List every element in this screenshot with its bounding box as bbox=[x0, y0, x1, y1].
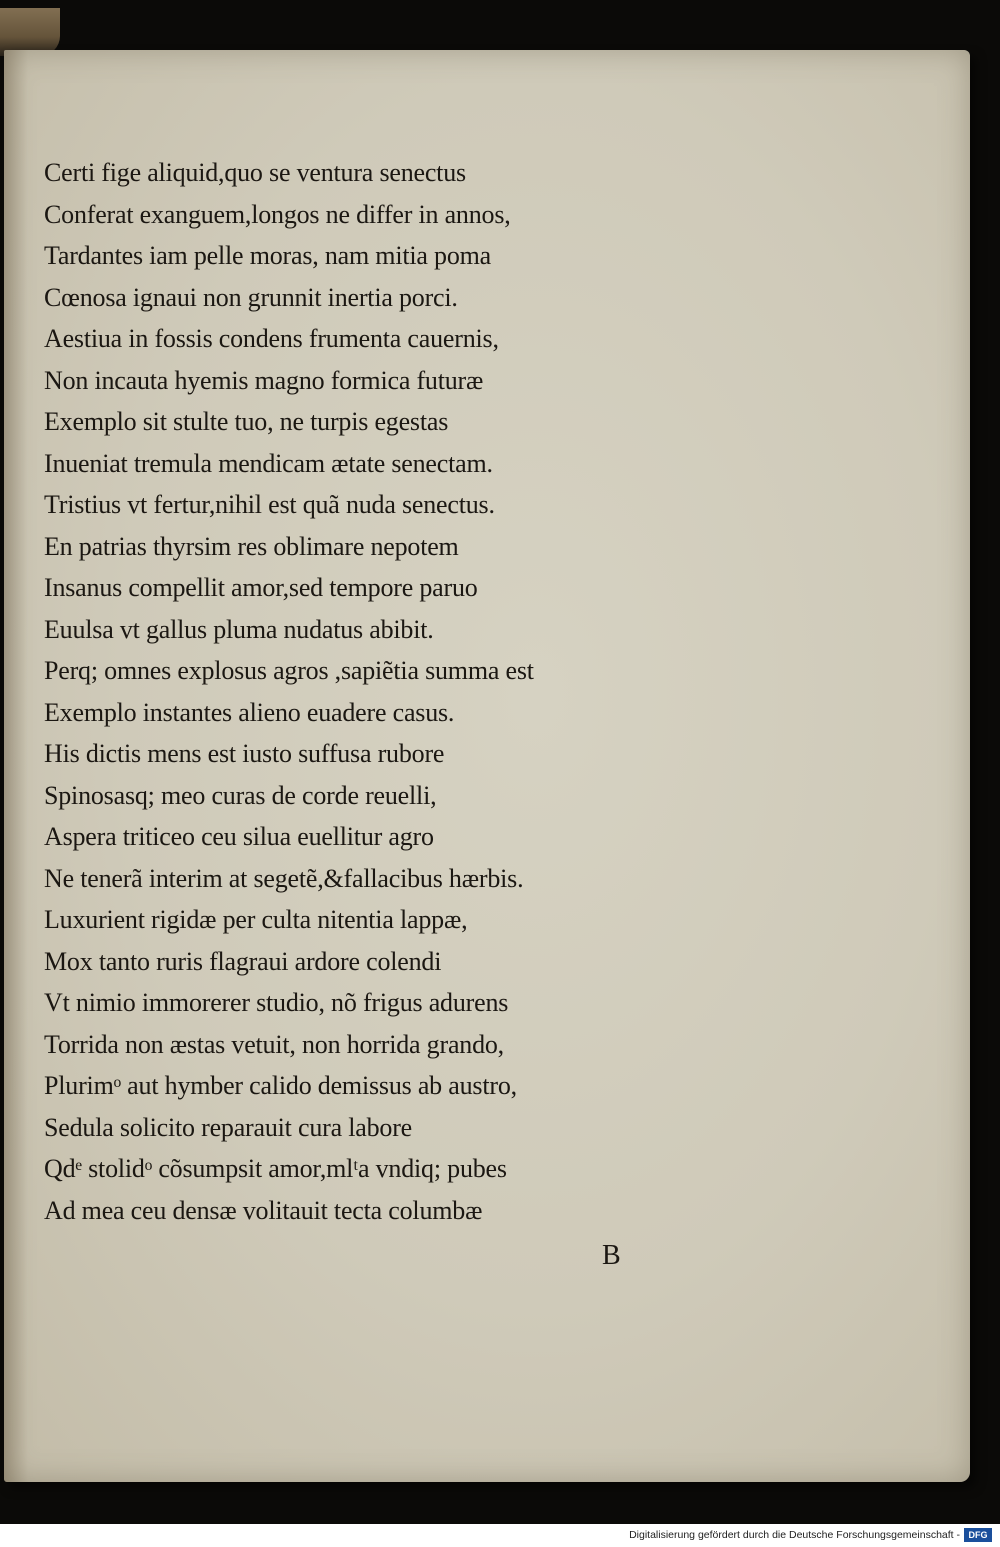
verse-text-block bbox=[44, 152, 664, 1231]
verse-line: Torrida non æstas vetuit, non horrida grando, bbox=[44, 1029, 504, 1059]
verse-line: Vt nimio immorerer studio, nõ frigus adurens bbox=[44, 988, 509, 1017]
verse-line: Euulsa vt gallus pluma nudatus abibit. bbox=[44, 614, 434, 644]
signature-mark: B bbox=[602, 1240, 621, 1271]
book-cover-edge bbox=[0, 8, 60, 56]
verse-line: Cœnosa ignaui non grunnit inertia porci. bbox=[44, 282, 458, 312]
verse-line: Luxurient rigidæ per culta nitentia lappæ, bbox=[44, 905, 468, 934]
verse-line: Certi fige aliquid,quo se ventura senectus bbox=[44, 158, 466, 187]
verse-line: Spinosasq; meo curas de corde reuelli, bbox=[44, 780, 437, 810]
verse-line: Mox tanto ruris flagraui ardore colendi bbox=[44, 946, 442, 976]
footer-bar bbox=[0, 1524, 1000, 1547]
verse-line: Ad mea ceu densæ volitauit tecta columbæ bbox=[44, 1195, 483, 1225]
verse-line: Exemplo instantes alieno euadere casus. bbox=[44, 697, 455, 727]
verse-line: Insanus compellit amor,sed tempore paruo bbox=[44, 573, 478, 602]
verse-line: Qdᵉ stolidᵒ cõsumpsit amor,mlᵗa vndiq; pubes bbox=[44, 1154, 507, 1183]
verse-line: Tardantes iam pelle moras, nam mitia poma bbox=[44, 241, 492, 270]
verse-line: Ne tenerã interim at segetẽ,&fallacibus hærbis. bbox=[44, 863, 524, 893]
verse-line: Aspera triticeo ceu silua euellitur agro bbox=[44, 822, 434, 851]
verse-line: Inueniat tremula mendicam ætate senectam. bbox=[44, 448, 493, 478]
footer-credit: Digitalisierung gefördert durch die Deutsche Forschungsgemeinschaft - bbox=[629, 1529, 960, 1541]
verse-line: Tristius vt fertur,nihil est quã nuda senectus. bbox=[44, 490, 495, 519]
verse-line: His dictis mens est iusto suffusa rubore bbox=[44, 739, 445, 768]
verse-line: En patrias thyrsim res oblimare nepotem bbox=[44, 531, 459, 561]
page-gutter-shadow bbox=[4, 50, 28, 1482]
verse-line: Conferat exanguem,longos ne differ in annos, bbox=[44, 199, 511, 229]
verse-line: Aestiua in fossis condens frumenta cauernis, bbox=[44, 324, 499, 353]
verse-line: Sedula solicito reparauit cura labore bbox=[44, 1112, 413, 1142]
verse-line: Perq; omnes explosus agros ,sapiẽtia summa est bbox=[44, 656, 534, 685]
verse-line: Exemplo sit stulte tuo, ne turpis egestas bbox=[44, 407, 449, 436]
verse-line: Plurimᵒ aut hymber calido demissus ab austro, bbox=[44, 1071, 517, 1100]
verse-line: Non incauta hyemis magno formica futuræ bbox=[44, 365, 484, 395]
dfg-logo-icon: DFG bbox=[964, 1528, 992, 1542]
